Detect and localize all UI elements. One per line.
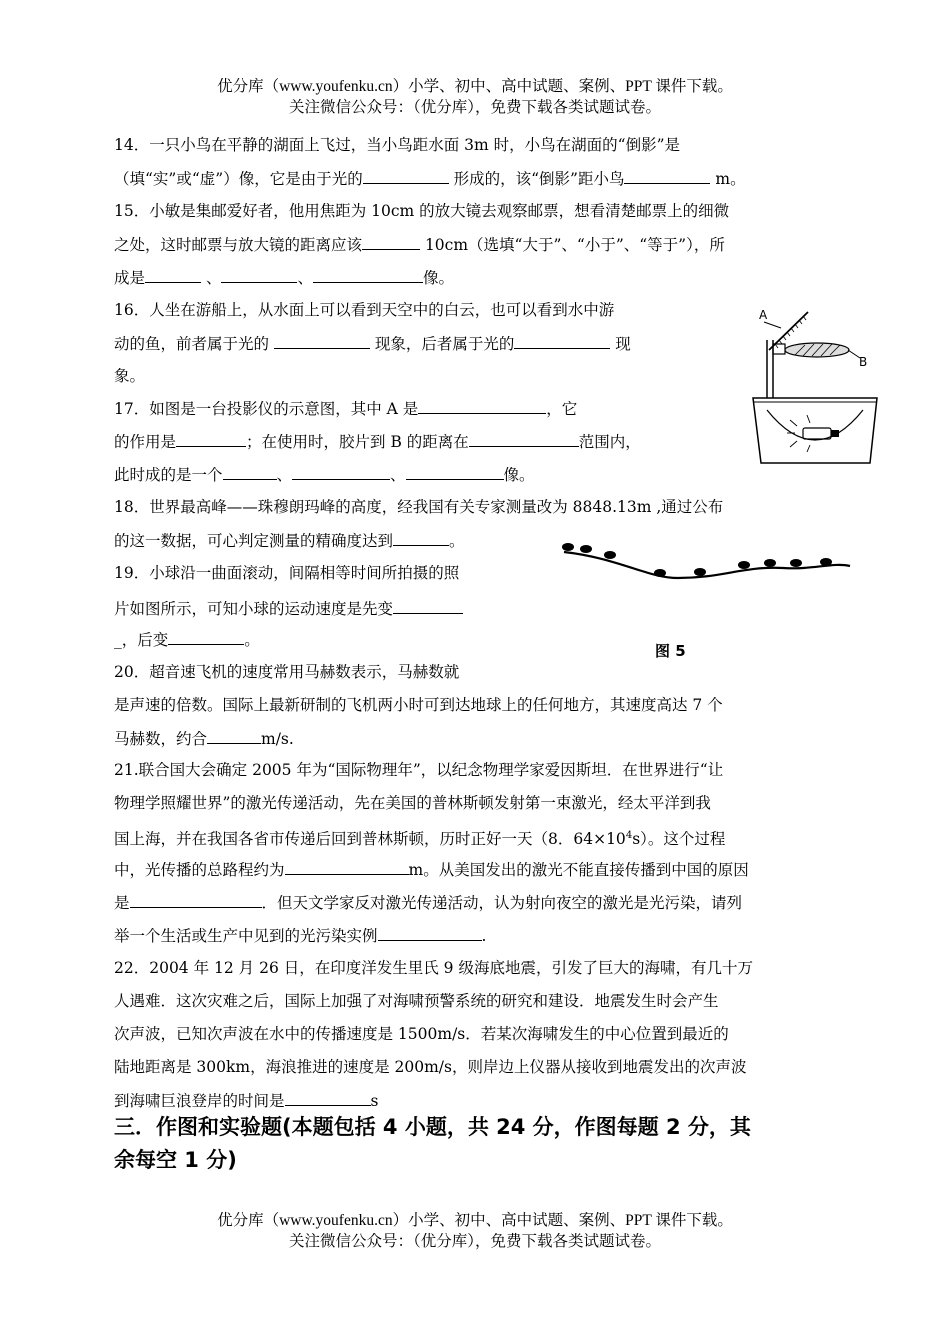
projector-label-a-leader — [764, 322, 781, 328]
q14-line2 — [114, 167, 746, 190]
projector-lamp-cap — [831, 430, 839, 437]
q22-line2: 人遇难．这次灾难之后，国际上加强了对海啸预警系统的研究和建设．地震发生时会产生 — [114, 992, 719, 1010]
q14-blank-1[interactable] — [363, 167, 449, 184]
q17-blank-3[interactable] — [469, 430, 579, 447]
q16-blank-2[interactable] — [514, 332, 610, 349]
q17-blank-6[interactable] — [406, 463, 504, 480]
q21-text-f: ．但天文学家反对激光传递活动，认为射向夜空的激光是光污染，请列 — [261, 894, 743, 912]
q22-text-b: s — [370, 1092, 379, 1110]
q21-blank-3[interactable] — [378, 924, 482, 941]
q15-blank-4[interactable] — [313, 266, 423, 283]
q14-text-a: （填“实”或“虚”）像，它是由于光的 — [114, 170, 363, 188]
ball-position — [694, 568, 706, 576]
q17-line2 — [114, 430, 641, 453]
q19-text-c: 。 — [244, 631, 260, 649]
ball-position — [738, 561, 750, 569]
q15-line2 — [114, 233, 725, 256]
projector-figure — [745, 298, 885, 468]
q21-exponent: 4 — [625, 830, 633, 841]
q19-blank-2[interactable] — [168, 628, 244, 645]
q20-text-b: m/s. — [261, 730, 294, 748]
q19-blank-1[interactable] — [393, 597, 463, 614]
q17-blank-2[interactable] — [176, 430, 246, 447]
q16-line1: 16．人坐在游船上，从水面上可以看到天空中的白云，也可以看到水中游 — [114, 301, 615, 319]
q21-text-g: 举一个生活或生产中见到的光污染实例 — [114, 927, 378, 945]
q22-line1: 22．2004 年 12 月 26 日，在印度洋发生里氏 9 级海底地震，引发了巨大的海啸，有几十万 — [114, 959, 753, 977]
q22-line3: 次声波，已知次声波在水中的传播速度是 1500m/s．若某次海啸发生的中心位置到最近的 — [114, 1025, 729, 1043]
projector-label-b: B — [859, 355, 868, 369]
ball-position — [562, 543, 574, 551]
q16-text-b: 现象，后者属于光的 — [369, 335, 515, 353]
ball-position — [790, 559, 802, 567]
q14-text-c: m。 — [710, 170, 746, 188]
projector-label-a: A — [759, 308, 768, 322]
q19-text-b: _，后变 — [114, 631, 169, 649]
q15-blank-2[interactable] — [145, 266, 201, 283]
q17-text-h: 、 — [390, 466, 406, 484]
q16-line3: 象。 — [114, 367, 146, 385]
ball-position — [820, 558, 832, 566]
projector-lamp — [803, 428, 831, 439]
q17-text-a: 17．如图是一台投影仪的示意图，其中 A 是 — [114, 400, 419, 418]
q17-text-f: 此时成的是一个 — [114, 466, 223, 484]
q17-text-e: 范围内， — [578, 433, 641, 451]
q17-line1 — [114, 397, 577, 420]
q18-text-b: 。 — [449, 532, 465, 550]
q19-line1: 19．小球沿一曲面滚动，间隔相等时间所拍摄的照 — [114, 564, 460, 582]
q20-line3 — [114, 727, 294, 750]
ball-position — [764, 559, 776, 567]
ball-position — [654, 569, 666, 577]
q19-text-a: 片如图所示，可知小球的运动速度是先变 — [114, 600, 394, 618]
q15-text-f: 像。 — [422, 269, 454, 287]
q20-line1: 20．超音速飞机的速度常用马赫数表示，马赫数就 — [114, 663, 460, 681]
q21-line4 — [114, 858, 749, 881]
projector-reflector — [767, 410, 863, 440]
q17-text-g: 、 — [276, 466, 293, 484]
q17-text-i: 像。 — [503, 466, 535, 484]
projector-box — [753, 398, 877, 463]
q18-blank-1[interactable] — [393, 529, 449, 546]
q20-text-a: 马赫数，约合 — [114, 730, 208, 748]
projector-light-rays — [787, 415, 810, 452]
q15-text-b: 10cm（选填“大于”、“小于”、“等于”），所 — [420, 236, 725, 254]
q19-line2 — [114, 597, 463, 620]
q17-text-d: ；在使用时，胶片到 B 的距离在 — [246, 433, 469, 451]
q16-text-c: 现 — [610, 335, 631, 353]
page-header-line2: 关注微信公众号：（优分库），免费下载各类试题试卷。 — [288, 99, 661, 116]
q15-text-a: 之处，这时邮票与放大镜的距离应该 — [114, 236, 363, 254]
q17-blank-4[interactable] — [223, 463, 277, 480]
q20-blank-1[interactable] — [207, 727, 261, 744]
q15-text-d: 、 — [201, 269, 222, 287]
q17-line3 — [114, 463, 535, 486]
section-3-heading-line2: 余每空 1 分) — [114, 1148, 237, 1172]
q21-line5 — [114, 891, 742, 914]
q14-text-b: 形成的，该“倒影”距小鸟 — [448, 170, 625, 188]
q18-line1: 18．世界最高峰——珠穆朗玛峰的高度，经我国有关专家测量改为 8848.13m ,通过公布 — [114, 498, 724, 516]
q21-line1: 21.联合国大会确定 2005 年为“国际物理年”，以纪念物理学家爱因斯坦．在世界进行“让 — [114, 761, 724, 779]
q15-blank-1[interactable] — [362, 233, 420, 250]
figure-5-caption: 图 5 — [655, 642, 686, 660]
q21-text-a: 国上海，并在我国各省市传递后回到普林斯顿，历时正好一天（8．64×10 — [114, 830, 626, 849]
q19-line3 — [114, 628, 260, 651]
q18-text-a: 的这一数据，可心判定测量的精确度达到 — [114, 532, 394, 550]
q22-blank-1[interactable] — [285, 1089, 371, 1106]
page-footer-line2: 关注微信公众号：（优分库），免费下载各类试题试卷。 — [288, 1233, 661, 1250]
q15-text-e: 、 — [297, 269, 313, 287]
q14-blank-2[interactable] — [624, 167, 710, 184]
q21-text-d: m。从美国发出的激光不能直接传播到中国的原因 — [408, 861, 749, 879]
q21-line3 — [114, 825, 725, 850]
q22-line5 — [114, 1089, 378, 1112]
q16-blank-1[interactable] — [274, 332, 370, 349]
ball-position — [604, 551, 616, 559]
q17-blank-5[interactable] — [292, 463, 390, 480]
q16-line2 — [114, 332, 631, 355]
q15-blank-3[interactable] — [221, 266, 297, 283]
q21-text-e: 是 — [114, 894, 130, 912]
ball-curve-figure — [558, 538, 856, 594]
q16-text-a: 动的鱼，前者属于光的 — [114, 335, 274, 353]
q21-text-c: 中，光传播的总路程约为 — [114, 861, 285, 879]
page-footer-line1: 优分库（www.youfenku.cn）小学、初中、高中试题、案例、PPT 课件下载。 — [217, 1212, 733, 1229]
q17-text-c: 的作用是 — [114, 433, 177, 451]
q21-blank-2[interactable] — [130, 891, 262, 908]
q15-text-c: 成是 — [114, 269, 146, 287]
projector-mirror-hatch — [775, 316, 806, 348]
q15-line3 — [114, 266, 454, 289]
q21-line2: 物理学照耀世界”的激光传递活动，先在美国的普林斯顿发射第一束激光，经太平洋到我 — [114, 794, 711, 812]
q17-text-b: ，它 — [546, 400, 578, 418]
ball-position — [580, 545, 592, 553]
q18-line2 — [114, 529, 465, 552]
q21-blank-1[interactable] — [285, 858, 409, 875]
q15-line1: 15．小敏是集邮爱好者，他用焦距为 10cm 的放大镜去观察邮票，想看清楚邮票上的细微 — [114, 202, 730, 220]
q20-line2: 是声速的倍数。国际上最新研制的飞机两小时可到达地球上的任何地方，其速度高达 7 个 — [114, 696, 723, 714]
q14-line1: 14．一只小鸟在平静的湖面上飞过，当小鸟距水面 3m 时，小鸟在湖面的“倒影”是 — [114, 136, 680, 154]
q21-text-h: . — [481, 927, 487, 945]
q22-line4: 陆地距离是 300km，海浪推进的速度是 200m/s，则岸边上仪器从接收到地震发出的次声波 — [114, 1058, 747, 1076]
section-3-heading-line1: 三．作图和实验题(本题包括 4 小题，共 24 分，作图每题 2 分，其 — [114, 1115, 751, 1139]
q17-blank-1[interactable] — [418, 397, 546, 414]
q21-text-b: s）。这个过程 — [632, 830, 726, 849]
q22-text-a: 到海啸巨浪登岸的时间是 — [114, 1092, 285, 1110]
q21-line6 — [114, 924, 486, 947]
page-header-line1: 优分库（www.youfenku.cn）小学、初中、高中试题、案例、PPT 课件下载。 — [217, 78, 733, 95]
